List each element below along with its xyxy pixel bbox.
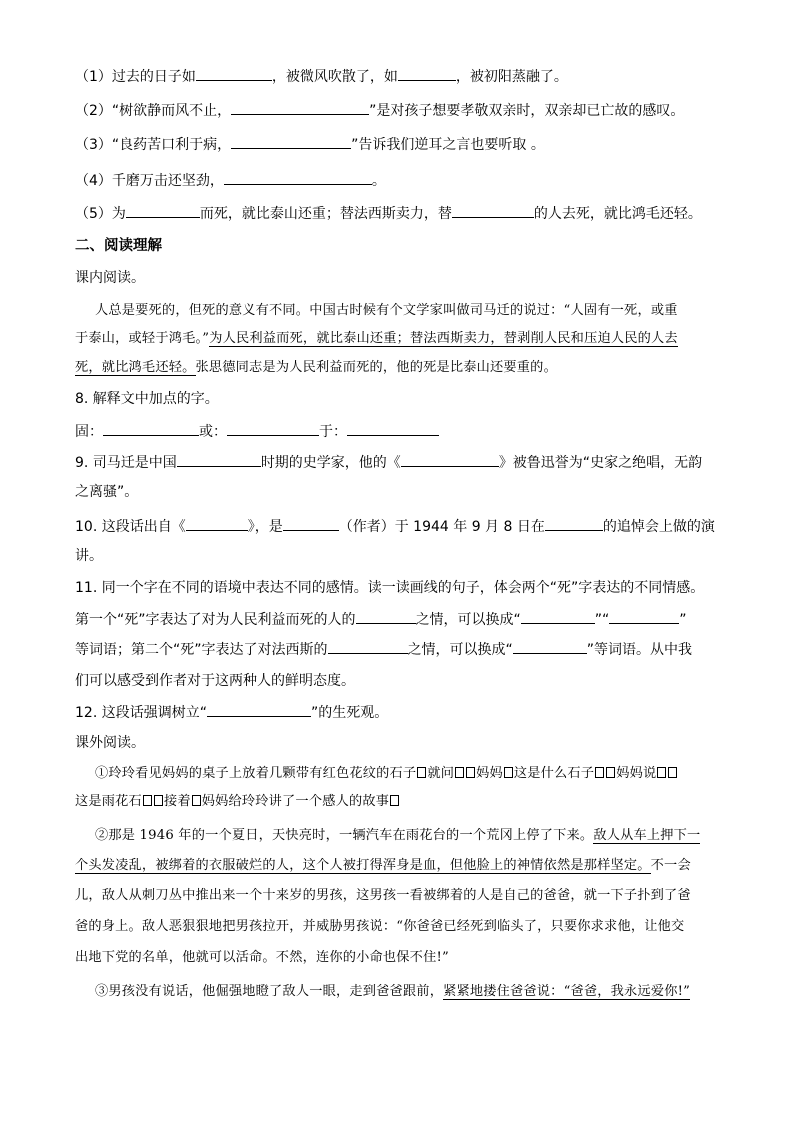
punctuation-box[interactable] xyxy=(504,767,513,778)
punctuation-box[interactable] xyxy=(417,767,426,778)
answer-blank[interactable] xyxy=(224,170,372,185)
answer-blank[interactable] xyxy=(401,452,499,467)
answer-blank[interactable] xyxy=(513,639,587,654)
passage-out-p2-line-5: 出地下党的名单，他就可以活命。不然，连你的小命也保不住!” xyxy=(75,950,449,965)
answer-blank[interactable] xyxy=(609,609,679,624)
paragraph-number: ② xyxy=(95,828,109,843)
answer-blank[interactable] xyxy=(186,516,248,531)
underlined-sentence: 紧紧地搂住爸爸说：“爸爸，我永远爱你!” xyxy=(443,984,691,999)
section-heading: 二、阅读理解 xyxy=(75,238,162,254)
answer-blank[interactable] xyxy=(196,66,272,81)
passage-out-p3-line-1: ③男孩没有说话，他倔强地瞪了敌人一眼，走到爸爸跟前，紧紧地搂住爸爸说：“爸爸，我永远爱你!” xyxy=(95,984,691,999)
punctuation-box[interactable] xyxy=(154,795,163,806)
q10-line-1: 10. 这段话出自《 》，是 （作者）于 1944 年 9 月 8 日在 的追悼会上做的演 xyxy=(75,516,755,537)
answer-blank[interactable] xyxy=(231,134,351,149)
punctuation-box[interactable] xyxy=(606,767,615,778)
answer-blank[interactable] xyxy=(521,609,595,624)
punctuation-box[interactable] xyxy=(595,767,604,778)
q11-line-4: 们可以感受到作者对于这两种人的鲜明态度。 xyxy=(75,673,355,689)
punctuation-box[interactable] xyxy=(390,795,399,806)
underlined-sentence: 个头发凌乱，被绑着的衣服破烂的人，这个人被打得浑身是血，但他脸上的神情依然是那样坚定。 xyxy=(75,858,651,873)
answer-blank[interactable] xyxy=(283,516,339,531)
paragraph-number: ① xyxy=(95,766,109,781)
out-of-class-reading-label: 课外阅读。 xyxy=(75,735,145,751)
underlined-sentence: 敌人从车上押下一 xyxy=(593,828,701,843)
answer-blank[interactable] xyxy=(126,203,200,218)
passage-in-line-2: 于泰山，或轻于鸿毛。”为人民利益而死，就比泰山还重；替法西斯卖力，替剥削人民和压迫人民的人去 xyxy=(75,331,678,346)
q8-answers: 固： 或： 于： xyxy=(75,421,755,442)
q11-line-1: 11. 同一个字在不同的语境中表达不同的感情。读一读画线的句子，体会两个“死”字表达的不同情感。 xyxy=(75,580,705,596)
answer-blank[interactable] xyxy=(177,452,261,467)
punctuation-box[interactable] xyxy=(657,767,666,778)
q10-line-2: 讲。 xyxy=(75,548,103,564)
q7-line-2: （2）“树欲静而风不止， ”是对孩子想要孝敬双亲时，双亲却已亡故的感叹。 xyxy=(75,100,755,121)
q12-line: 12. 这段话强调树立“ ”的生死观。 xyxy=(75,702,755,723)
passage-in-line-3: 死，就比鸿毛还轻。张思德同志是为人民利益而死的，他的死是比泰山还要重的。 xyxy=(75,360,557,375)
answer-blank[interactable] xyxy=(398,66,456,81)
passage-in-line-1: 人总是要死的，但死的意义有不同。中国古时候有个文学家叫做司马迁的说过：“人固有一死，或重 xyxy=(95,303,678,318)
underlined-sentence: 死，就比鸿毛还轻。 xyxy=(75,360,196,375)
punctuation-box[interactable] xyxy=(455,767,464,778)
q7-line-1: （1）过去的日子如 ，被微风吹散了，如 ，被初阳蒸融了。 xyxy=(75,66,755,87)
answer-blank[interactable] xyxy=(103,421,199,436)
answer-blank[interactable] xyxy=(227,421,319,436)
punctuation-box[interactable] xyxy=(192,795,201,806)
punctuation-box[interactable] xyxy=(668,767,677,778)
answer-blank[interactable] xyxy=(207,702,311,717)
passage-out-p1-line-1: ①玲玲看见妈妈的桌子上放着几颗带有红色花纹的石子 就问 妈妈 这是什么石子 妈妈说 xyxy=(95,764,775,784)
q11-line-2: 第一个“死”字表达了对为人民利益而死的人的 之情，可以换成“ ”“ ” xyxy=(75,609,755,630)
q9-line-2: 之离骚”。 xyxy=(75,484,139,500)
passage-out-p2-line-3: 儿，敌人从刺刀丛中推出来一个十来岁的男孩，这男孩一看被绑着的人是自己的爸爸，就一下子扑到了爸 xyxy=(75,888,691,903)
q11-line-3: 等词语；第二个“死”字表达了对法西斯的 之情，可以换成“ ”等词语。从中我 xyxy=(75,639,755,660)
answer-blank[interactable] xyxy=(347,421,439,436)
q7-line-4: （4）千磨万击还坚劲， 。 xyxy=(75,170,755,191)
underlined-sentence: 为人民利益而死，就比泰山还重；替法西斯卖力，替剥削人民和压迫人民的人去 xyxy=(209,331,678,346)
q7-line-3: （3）“良药苦口利于病， ”告诉我们逆耳之言也要听取 。 xyxy=(75,134,755,155)
passage-out-p2-line-1: ②那是 1946 年的一个夏日，天快亮时，一辆汽车在雨花台的一个荒冈上停了下来。敌人从车上押下一 xyxy=(95,828,701,843)
q9-line-1: 9. 司马迁是中国 时期的史学家，他的《 》被鲁迅誉为“史家之绝唱，无韵 xyxy=(75,452,755,473)
q7-line-5: （5）为 而死，就比泰山还重；替法西斯卖力，替 的人去死，就比鸿毛还轻。 xyxy=(75,203,755,224)
answer-blank[interactable] xyxy=(545,516,603,531)
passage-out-p1-line-2: 这是雨花石 接着 妈妈给玲玲讲了一个感人的故事 xyxy=(75,792,755,812)
passage-out-p2-line-4: 爸的身上。敌人恶狠狠地把男孩拉开，并威胁男孩说：“你爸爸已经死到临头了，只要你求求他，让他交 xyxy=(75,919,685,934)
answer-blank[interactable] xyxy=(452,203,534,218)
punctuation-box[interactable] xyxy=(143,795,152,806)
passage-out-p2-line-2: 个头发凌乱，被绑着的衣服破烂的人，这个人被打得浑身是血，但他脸上的神情依然是那样坚定。不一会 xyxy=(75,858,691,873)
answer-blank[interactable] xyxy=(328,639,408,654)
paragraph-number: ③ xyxy=(95,984,109,999)
q8-prompt: 8. 解释文中加点的字。 xyxy=(75,391,219,407)
answer-blank[interactable] xyxy=(231,100,369,115)
answer-blank[interactable] xyxy=(356,609,416,624)
in-class-reading-label: 课内阅读。 xyxy=(75,270,145,286)
punctuation-box[interactable] xyxy=(466,767,475,778)
